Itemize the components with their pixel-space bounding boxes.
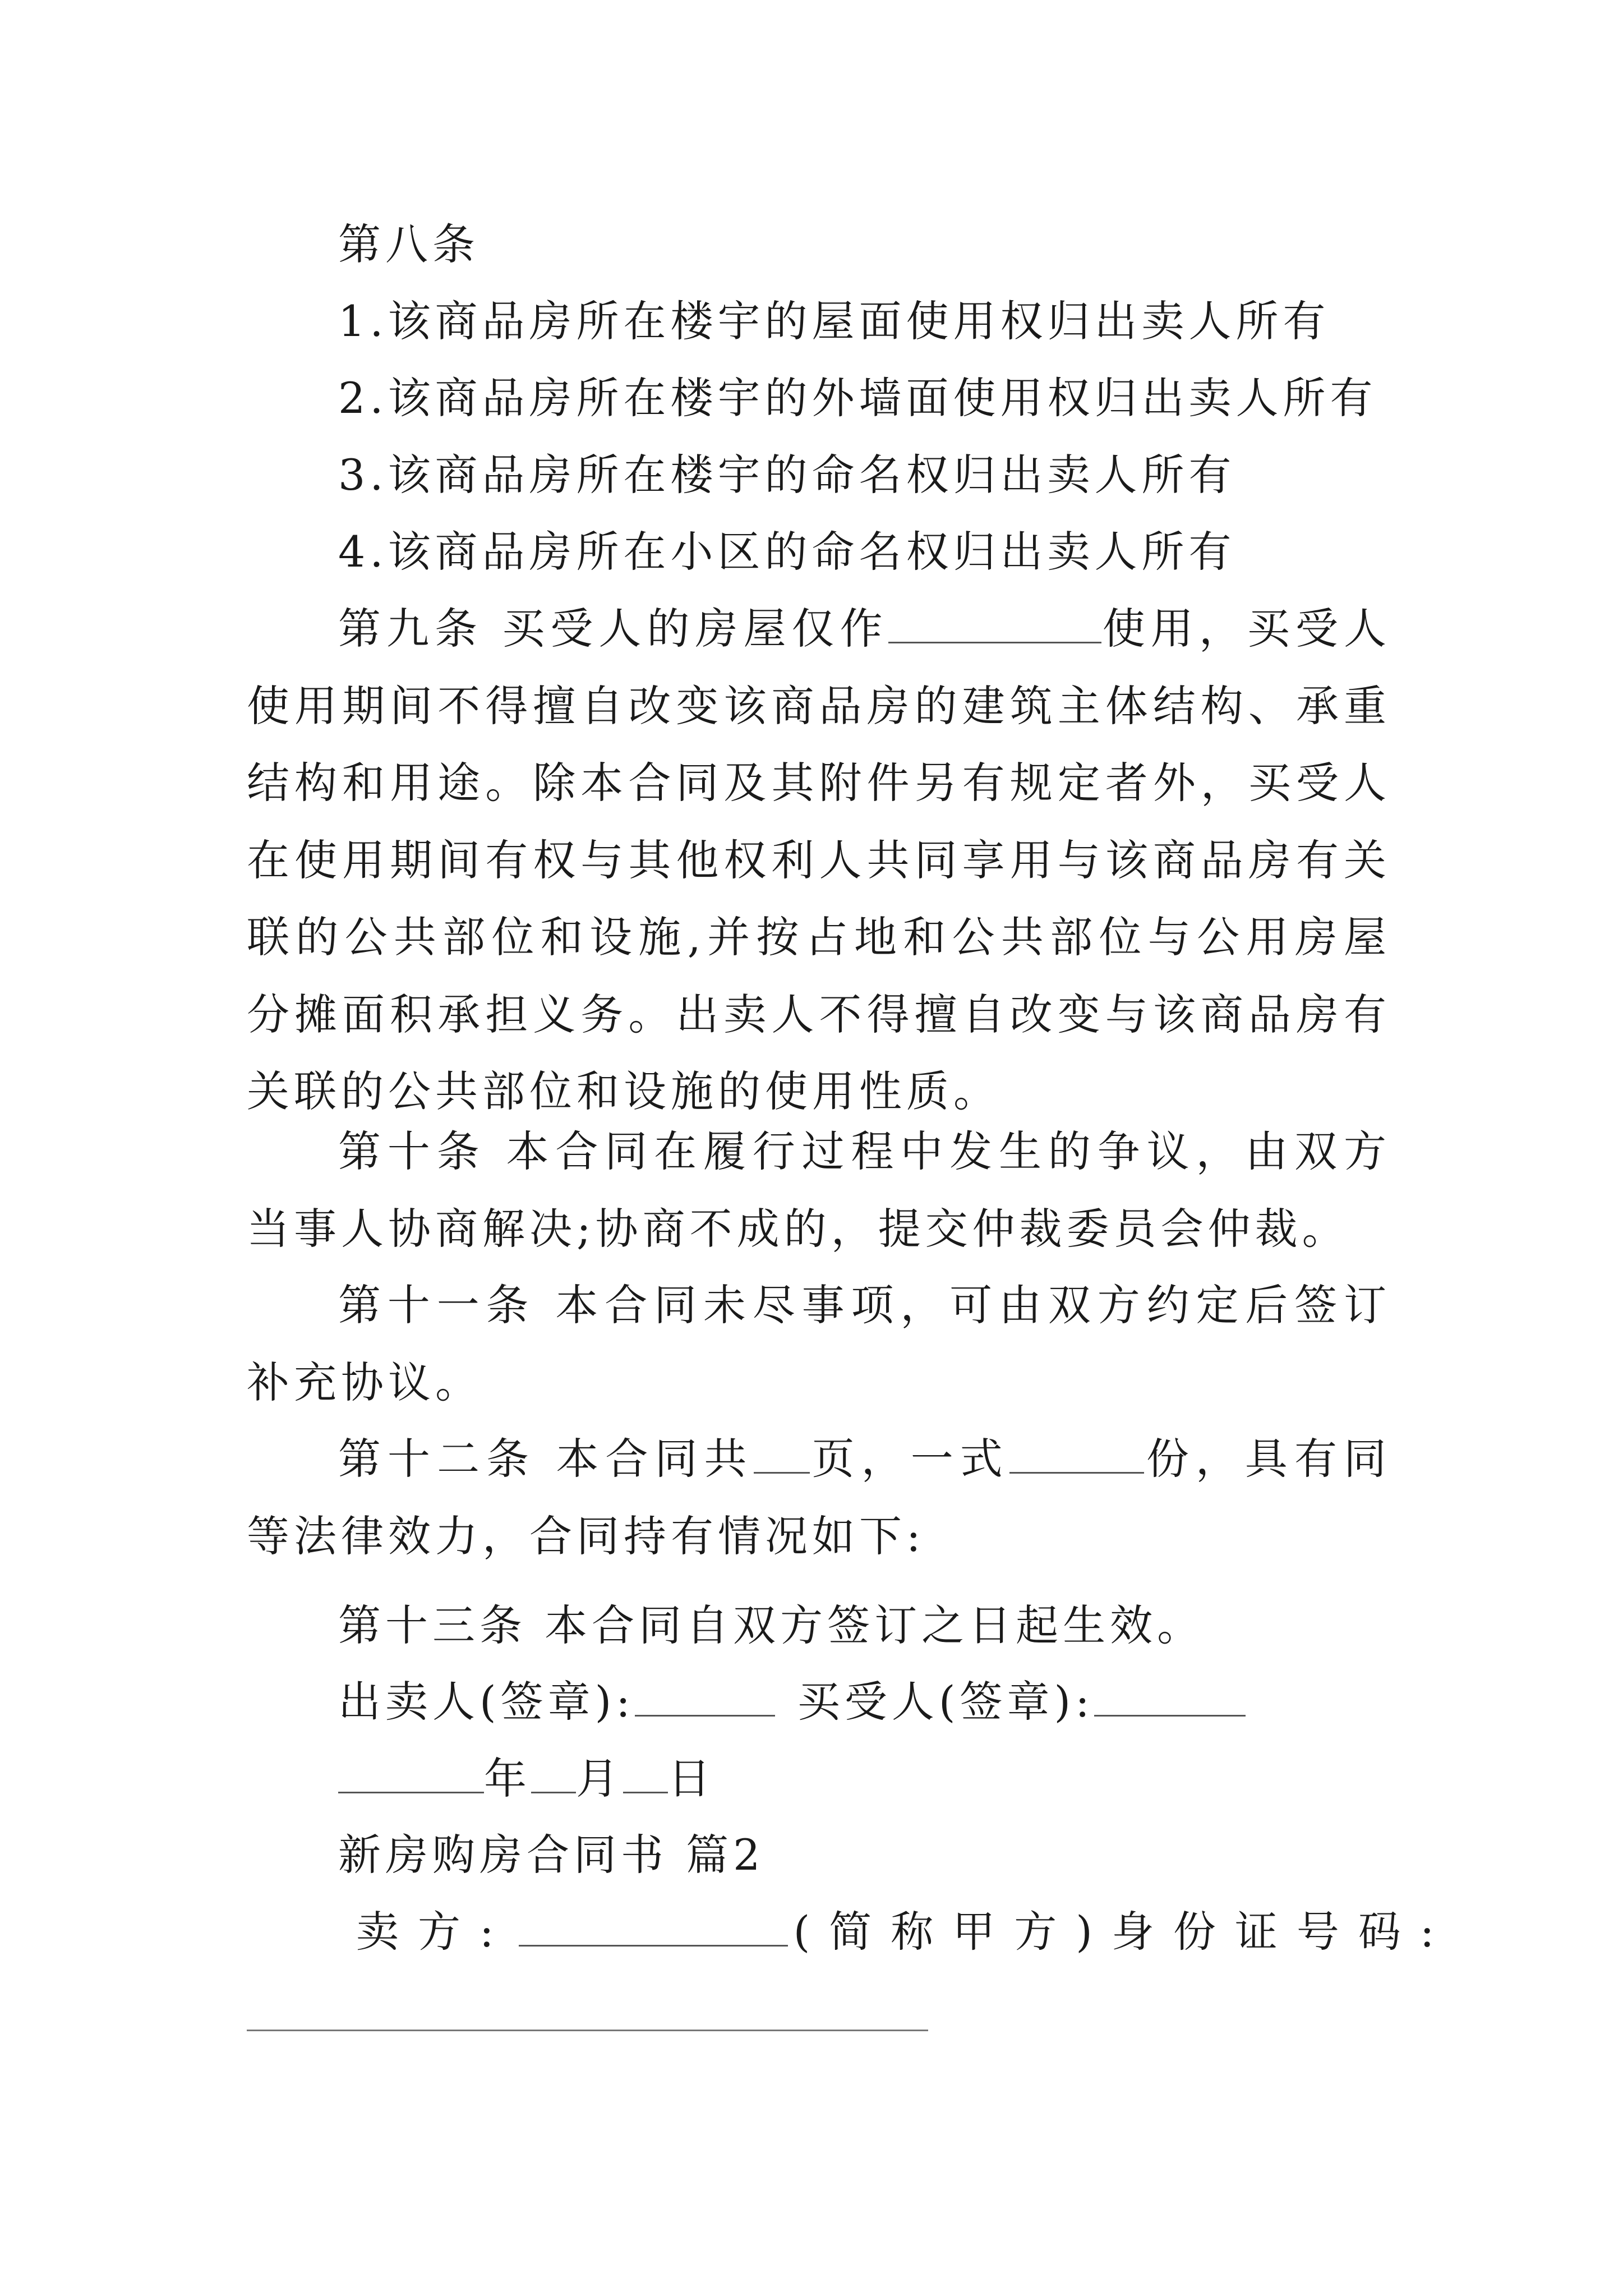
seller-line-rest: (简称甲方)身份证号码:	[793, 1907, 1454, 1957]
copies-blank	[1009, 1438, 1144, 1474]
seller-line	[356, 1907, 1454, 1957]
id-number-blank	[247, 2030, 928, 2031]
buyer-signature-blank	[1094, 1681, 1246, 1717]
buyer-signature-label: 买受人(签章):	[797, 1677, 1094, 1727]
article-13-line: 第十三条 本合同自双方签订之日起生效。	[338, 1600, 1205, 1650]
article-8-item-2: 2.该商品房所在楼宇的外墙面使用权归出卖人所有	[338, 373, 1377, 423]
day-label: 日	[668, 1754, 715, 1803]
seller-label: 卖方:	[356, 1907, 513, 1957]
month-label: 月	[576, 1754, 623, 1803]
article-12-part-2: 页，一式	[809, 1434, 1009, 1484]
article-9-part-2: 使用，买受人使用期间不得擅自改变该商品房的建筑主体结构、承重结构和用途。除本合同及其附件另有规定者外，买受人在使用期间有权与其他权利人共同享用与该商品房有关联的公共部位和设施,并按占地和公共部位与公用房屋分摊面积承担义务。出卖人不得擅自改变与该商品房有关联的公共部位和设施的使用性质。	[247, 604, 1391, 1116]
seller-name-blank	[519, 1911, 788, 1947]
article-12-part-1: 第十二条 本合同共	[338, 1434, 754, 1484]
article-8-item-1: 1.该商品房所在楼宇的屋面使用权归出卖人所有	[338, 296, 1330, 346]
article-9-part-1: 第九条 买受人的房屋仅作	[338, 604, 888, 654]
article-12-paragraph	[247, 1420, 1391, 1575]
article-8-item-3: 3.该商品房所在楼宇的命名权归出卖人所有	[338, 450, 1236, 500]
year-label: 年	[484, 1754, 531, 1803]
page-count-blank	[754, 1438, 810, 1474]
usage-blank	[888, 608, 1101, 643]
signature-line	[338, 1677, 1246, 1727]
section-title: 新房购房合同书 篇2	[338, 1830, 765, 1880]
seller-signature-label: 出卖人(签章):	[338, 1677, 635, 1727]
article-12-part-3: 份，具有同等法律效力，合同持有情况如下:	[247, 1434, 1391, 1561]
article-11-paragraph: 第十一条 本合同未尽事项，可由双方约定后签订补充协议。	[247, 1280, 1391, 1407]
article-9-paragraph	[247, 590, 1391, 1130]
article-8-item-4: 4.该商品房所在小区的命名权归出卖人所有	[338, 527, 1236, 577]
article-8-heading: 第八条	[338, 219, 479, 269]
article-10-paragraph: 第十条 本合同在履行过程中发生的争议，由双方当事人协商解决;协商不成的，提交仲裁委员会仲裁。	[247, 1126, 1391, 1254]
month-blank	[531, 1758, 576, 1793]
day-blank	[623, 1758, 668, 1793]
year-blank	[338, 1758, 484, 1793]
date-line	[338, 1754, 715, 1804]
seller-signature-blank	[635, 1681, 775, 1717]
